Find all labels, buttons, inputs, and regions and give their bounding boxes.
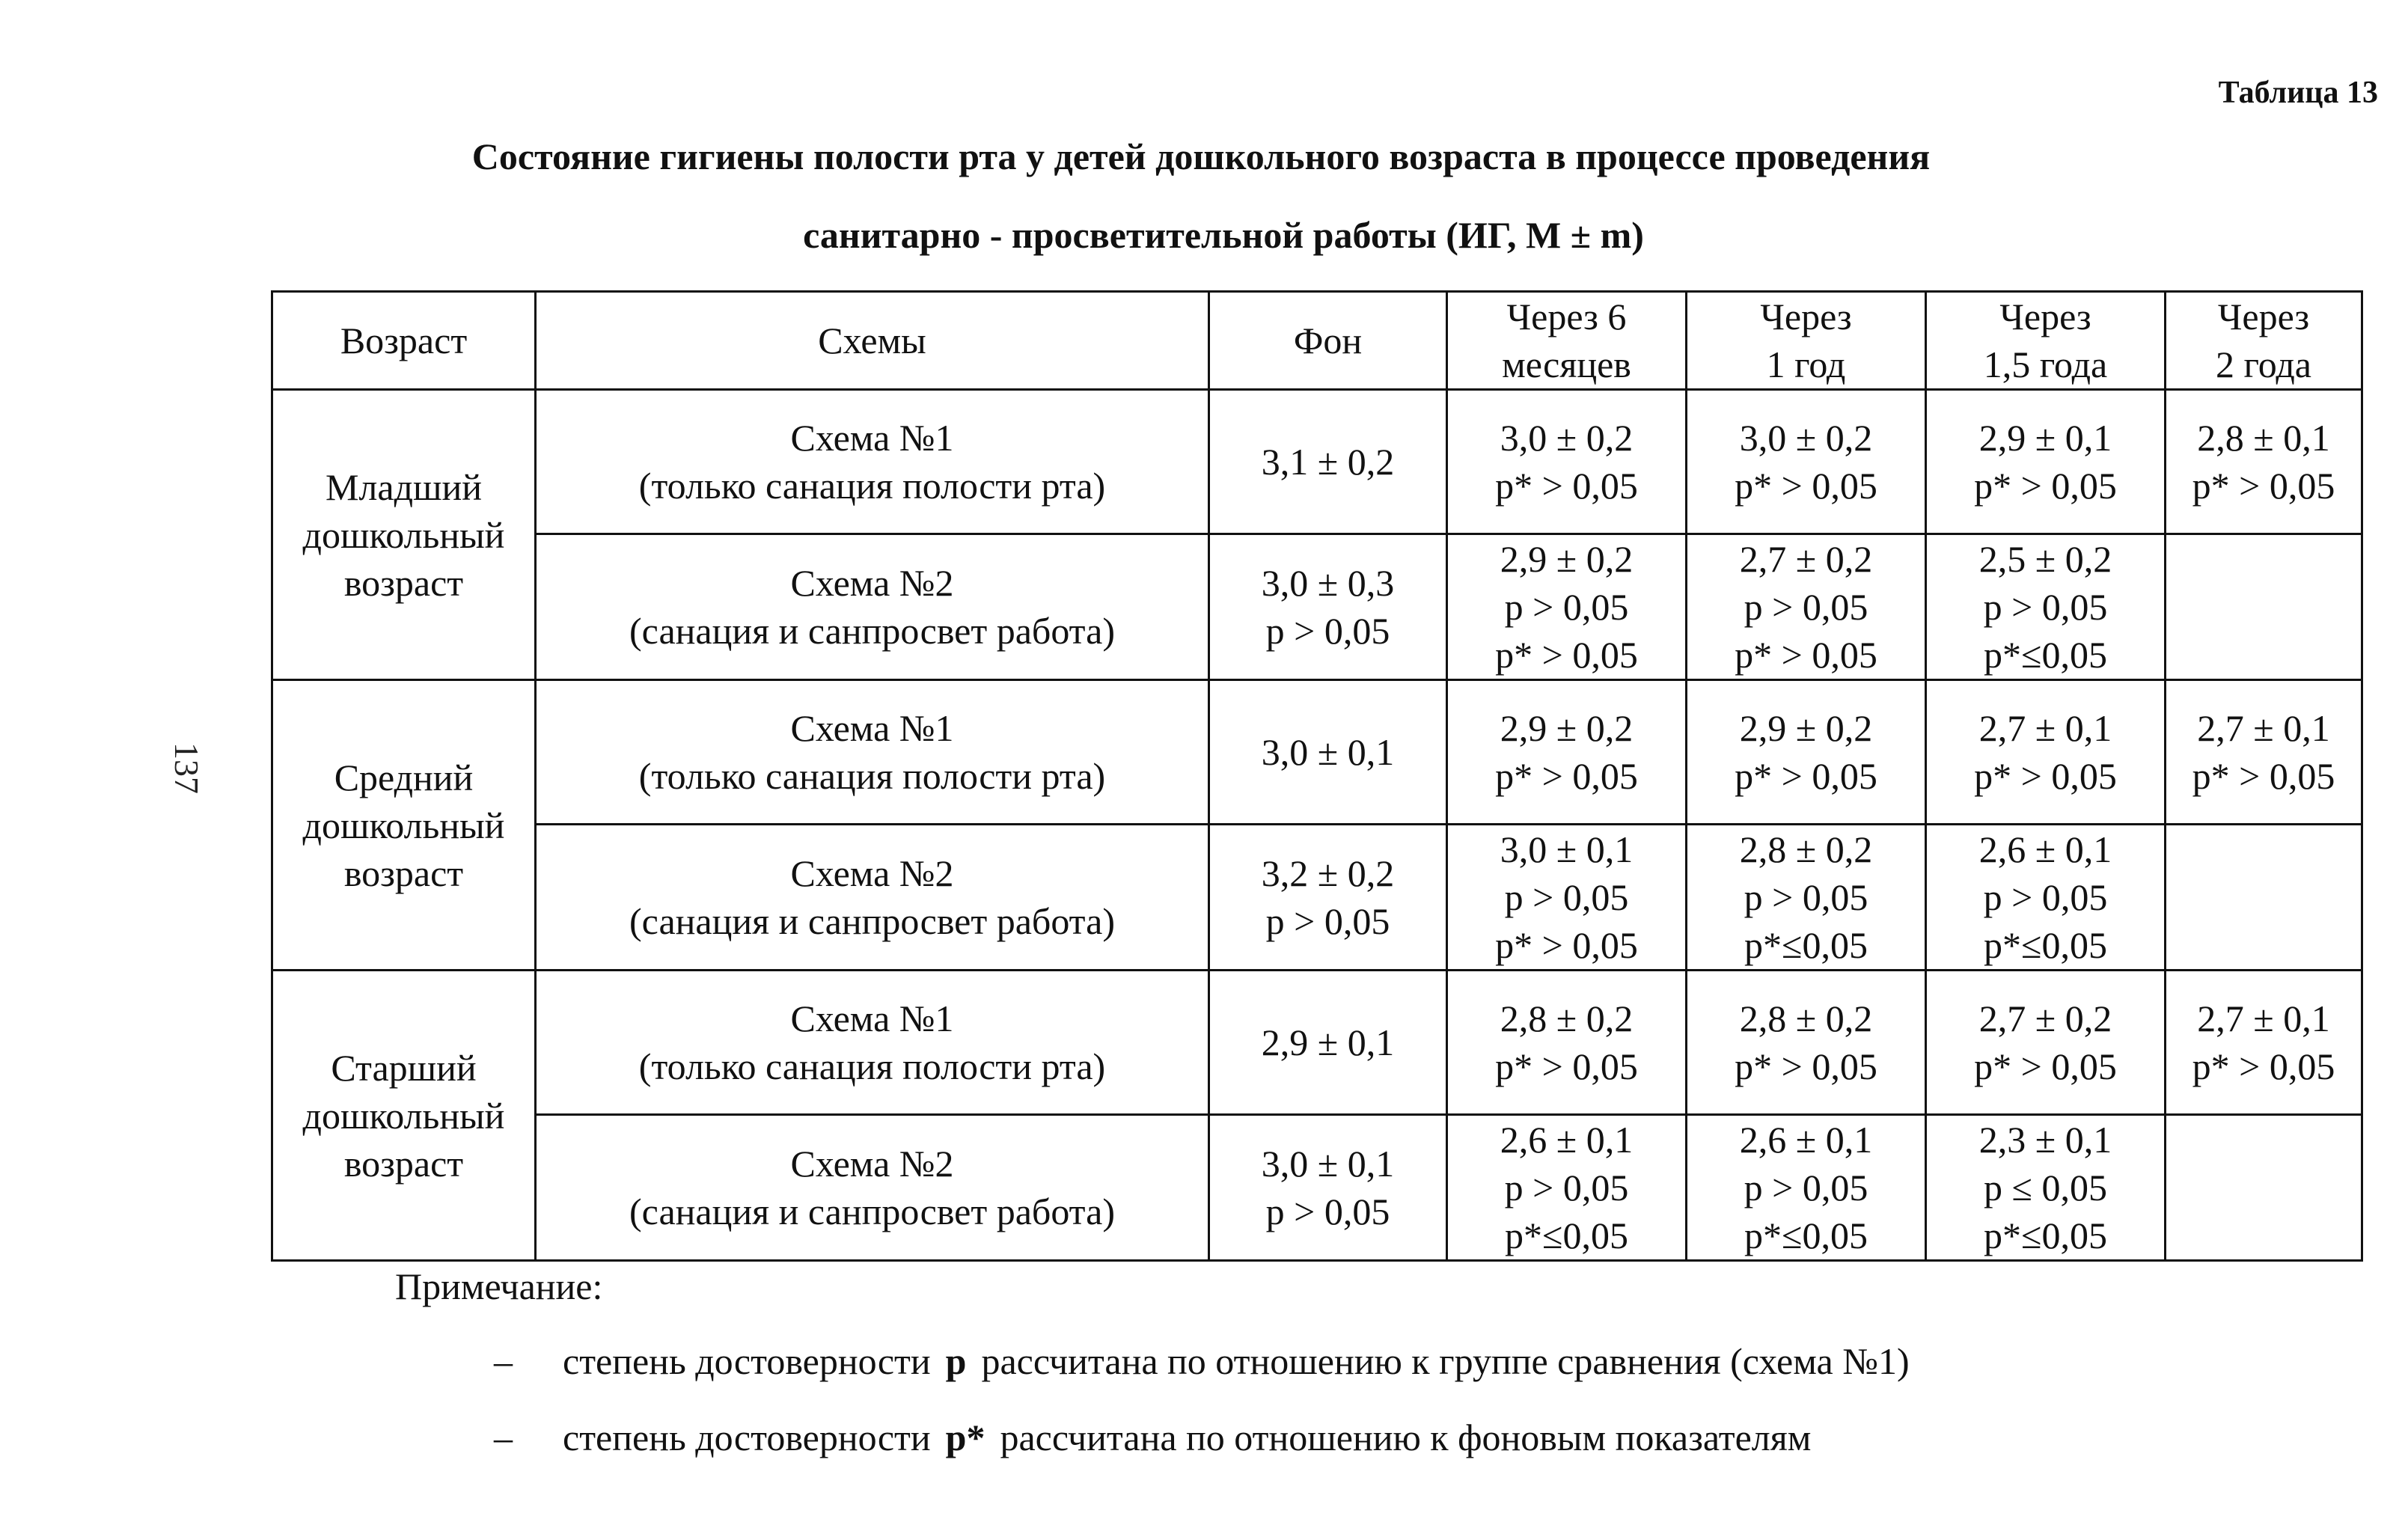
header-1-year-line-1: Через [1760,296,1852,337]
scheme-description: (санация и санпросвет работа) [629,1191,1115,1232]
age-group-label-line: Младший [325,465,483,508]
scheme-cell [536,390,1209,534]
note-suffix: рассчитана по отношению к группе сравнения (схема №1) [981,1340,1910,1382]
value-line: 2,9 ± 0,2 [1500,538,1634,580]
header-6-months [1447,292,1687,390]
value-line: p* > 0,05 [1735,634,1877,676]
value-line: 2,9 ± 0,1 [1978,417,2112,459]
value-line: 2,8 ± 0,2 [1739,997,1873,1039]
value-cell-y15 [1926,1115,2166,1261]
value-line: 2,8 ± 0,2 [1739,828,1873,870]
value-line: 2,7 ± 0,2 [1978,997,2112,1039]
age-group-label-line: дошкольный [302,513,505,556]
oral-hygiene-table [271,290,2363,1262]
value-cell-m6 [1447,1115,1687,1261]
value-cell-baseline [1209,680,1447,825]
value-line: p > 0,05 [1983,586,2108,628]
value-cell-y1 [1687,825,1926,971]
value-cell-baseline [1209,390,1447,534]
value-line: 3,0 ± 0,1 [1261,1143,1395,1185]
value-cell-baseline [1209,534,1447,680]
value-line: p* > 0,05 [1974,1045,2117,1087]
value-cell-y2 [2166,680,2362,825]
value-line: 3,0 ± 0,2 [1500,417,1634,459]
value-cell-y2 [2166,825,2362,971]
value-cell-y15 [1926,825,2166,971]
note-heading: Примечание: [395,1265,603,1307]
document-title-line-2: санитарно - просветительной работы (ИГ, М ± m) [803,214,1644,256]
value-line: 2,6 ± 0,1 [1978,828,2112,870]
value-line: 2,7 ± 0,1 [2197,707,2330,749]
value-cell-y1 [1687,680,1926,825]
value-cell-y2 [2166,390,2362,534]
value-line: 3,1 ± 0,2 [1261,441,1395,483]
value-line: 2,8 ± 0,2 [1500,997,1634,1039]
value-cell-y1 [1687,534,1926,680]
scheme-name: Схема №1 [790,997,954,1039]
value-line: p* > 0,05 [1495,465,1638,507]
value-cell-y2 [2166,1115,2362,1261]
scheme-cell [536,971,1209,1115]
scheme-description: (только санация полости рта) [638,465,1106,507]
value-line: p* > 0,05 [1735,465,1877,507]
header-6-months-line-1: Через 6 [1506,296,1627,337]
age-group-cell [272,971,536,1261]
value-line: 2,9 ± 0,2 [1739,707,1873,749]
header-1-5-years-line-2: 1,5 года [1983,343,2108,385]
value-line: p > 0,05 [1265,900,1390,942]
value-cell-y2 [2166,534,2362,680]
age-group-label-line: Старший [331,1046,477,1089]
table-row [272,1115,2362,1261]
value-line: 2,5 ± 0,2 [1978,538,2112,580]
table-header-row [272,292,2362,390]
note-symbol: р* [945,1417,985,1458]
header-2-years-line-2: 2 года [2216,343,2311,385]
value-cell-m6 [1447,971,1687,1115]
value-cell-y15 [1926,971,2166,1115]
scheme-name: Схема №2 [790,1143,954,1185]
value-line: 2,9 ± 0,2 [1500,707,1634,749]
value-line: 3,0 ± 0,2 [1739,417,1873,459]
value-line: 2,7 ± 0,2 [1739,538,1873,580]
value-line: 2,9 ± 0,1 [1261,1021,1395,1063]
age-group-label-line: дошкольный [302,1094,505,1137]
value-line: 2,6 ± 0,1 [1739,1119,1873,1161]
value-cell-y15 [1926,534,2166,680]
value-cell-baseline [1209,1115,1447,1261]
table-row [272,534,2362,680]
age-group-label-line: возраст [343,1142,464,1185]
value-cell-y15 [1926,390,2166,534]
value-line: p ≤ 0,05 [1984,1167,2107,1208]
value-line: p > 0,05 [1983,876,2108,918]
table-row [272,680,2362,825]
value-line: p* > 0,05 [1974,755,2117,797]
table-number: Таблица 13 [2218,76,2378,110]
scheme-cell [536,825,1209,971]
value-cell-m6 [1447,825,1687,971]
value-line: p*≤0,05 [1984,1214,2107,1256]
value-line: 3,2 ± 0,2 [1261,852,1395,894]
value-line: 3,0 ± 0,3 [1261,562,1395,604]
age-group-label-line: возраст [343,561,464,604]
scheme-cell [536,1115,1209,1261]
table-row [272,825,2362,971]
page-number: 137 [168,742,206,794]
value-line: 2,3 ± 0,1 [1978,1119,2112,1161]
value-line: p*≤0,05 [1505,1214,1628,1256]
value-line: p* > 0,05 [1495,1045,1638,1087]
value-line: p > 0,05 [1504,876,1629,918]
value-line: 3,0 ± 0,1 [1261,731,1395,773]
note-item [494,1339,1910,1383]
value-line: 2,6 ± 0,1 [1500,1119,1634,1161]
scheme-cell [536,534,1209,680]
value-line: p* > 0,05 [1974,465,2117,507]
value-line: p* > 0,05 [2192,755,2335,797]
age-group-label-line: дошкольный [302,804,505,846]
value-line: p*≤0,05 [1984,924,2107,966]
scheme-name: Схема №2 [790,852,954,894]
header-scheme: Схемы [536,292,1209,390]
scheme-description: (санация и санпросвет работа) [629,900,1115,942]
header-baseline: Фон [1209,292,1447,390]
value-line: p* > 0,05 [2192,465,2335,507]
value-line: p* > 0,05 [1735,1045,1877,1087]
value-line: p > 0,05 [1504,1167,1629,1208]
value-line: 2,8 ± 0,1 [2197,417,2330,459]
value-line: p* > 0,05 [1495,924,1638,966]
value-cell-y1 [1687,390,1926,534]
table-row [272,390,2362,534]
age-group-cell [272,390,536,680]
scheme-description: (только санация полости рта) [638,755,1106,797]
header-1-5-years [1926,292,2166,390]
value-line: p* > 0,05 [1735,755,1877,797]
value-line: 2,7 ± 0,1 [2197,997,2330,1039]
value-line: p > 0,05 [1744,1167,1868,1208]
value-line: p > 0,05 [1265,1191,1390,1232]
age-group-label-line: возраст [343,852,464,894]
header-2-years [2166,292,2362,390]
scheme-description: (только санация полости рта) [638,1045,1106,1087]
value-line: p*≤0,05 [1744,924,1868,966]
value-line: p > 0,05 [1744,876,1868,918]
table-row [272,971,2362,1115]
table-body [272,390,2362,1261]
age-group-label-line: Средний [334,756,474,798]
note-symbol: р [945,1340,967,1382]
value-line: p*≤0,05 [1744,1214,1868,1256]
header-1-year [1687,292,1926,390]
value-line: 3,0 ± 0,1 [1500,828,1634,870]
scheme-name: Схема №2 [790,562,954,604]
value-line: 2,7 ± 0,1 [1978,707,2112,749]
value-cell-m6 [1447,390,1687,534]
value-line: p* > 0,05 [2192,1045,2335,1087]
age-group-cell [272,680,536,971]
value-cell-baseline [1209,971,1447,1115]
scheme-description: (санация и санпросвет работа) [629,610,1115,652]
note-dash: – [494,1417,513,1458]
header-6-months-line-2: месяцев [1502,343,1631,385]
note-prefix: степень достоверности [563,1340,931,1382]
value-line: p*≤0,05 [1984,634,2107,676]
value-line: p* > 0,05 [1495,634,1638,676]
value-line: p > 0,05 [1265,610,1390,652]
note-prefix: степень достоверности [563,1417,931,1458]
header-2-years-line-1: Через [2217,296,2310,337]
scheme-cell [536,680,1209,825]
note-item [494,1416,1811,1459]
value-cell-y15 [1926,680,2166,825]
value-cell-y1 [1687,971,1926,1115]
note-dash: – [494,1340,513,1382]
document-title-line-1: Состояние гигиены полости рта у детей дошкольного возраста в процессе проведения [471,135,1931,177]
value-line: p > 0,05 [1744,586,1868,628]
scheme-name: Схема №1 [790,417,954,459]
value-cell-y1 [1687,1115,1926,1261]
value-line: p* > 0,05 [1495,755,1638,797]
scheme-name: Схема №1 [790,707,954,749]
header-1-year-line-2: 1 год [1766,343,1846,385]
value-line: p > 0,05 [1504,586,1629,628]
value-cell-m6 [1447,680,1687,825]
value-cell-m6 [1447,534,1687,680]
header-1-5-years-line-1: Через [1999,296,2091,337]
header-age: Возраст [272,292,536,390]
note-suffix: рассчитана по отношению к фоновым показателям [1000,1417,1812,1458]
value-cell-y2 [2166,971,2362,1115]
value-cell-baseline [1209,825,1447,971]
